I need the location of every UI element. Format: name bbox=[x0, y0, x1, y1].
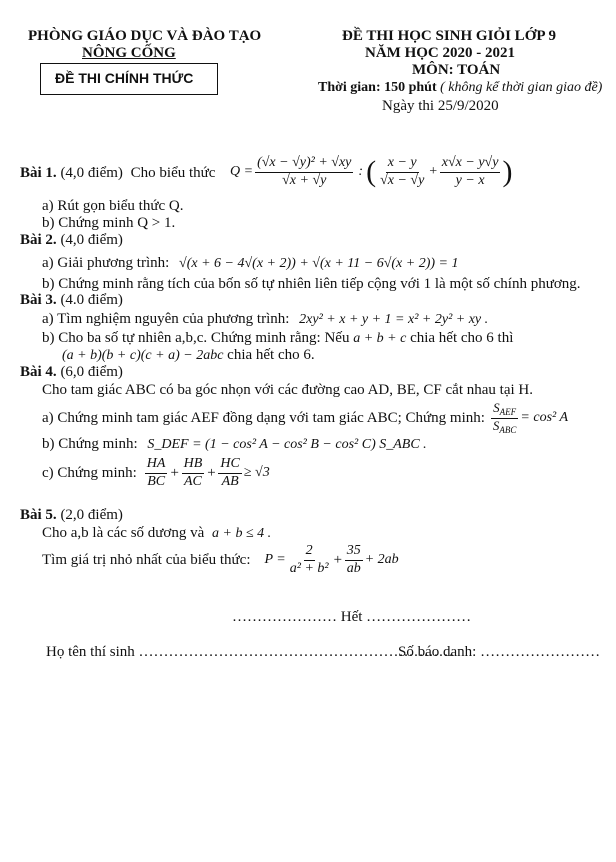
time-bold: Thời gian: 150 phút bbox=[318, 80, 437, 95]
official-exam-label: ĐỀ THI CHÍNH THỨC bbox=[55, 70, 194, 86]
bai4-a-rhs: = cos² A bbox=[520, 410, 569, 425]
bai2-a-text: a) Giải phương trình: bbox=[42, 255, 170, 271]
bai5-intro-text: Cho a,b là các số dương và bbox=[42, 525, 205, 541]
bai4-c-frac-3-num: HC bbox=[218, 456, 241, 473]
bai4-a-num-s: S bbox=[493, 400, 500, 416]
bai3-part-b-line1 bbox=[42, 330, 513, 347]
district-name: NÔNG CỐNG bbox=[82, 45, 176, 61]
bai1-part-b: b) Chứng minh Q > 1. bbox=[42, 215, 176, 231]
q-paren-close: ) bbox=[502, 155, 513, 188]
plus-sign: + bbox=[332, 551, 343, 568]
bai4-b-text: b) Chứng minh: bbox=[42, 436, 138, 452]
bai4-a-text: a) Chứng minh tam giác AEF đồng dạng với tam giác ABC; Chứng minh: bbox=[42, 409, 485, 426]
q-frac-3-num: x√x − y√y bbox=[440, 155, 501, 172]
bai4-title: Bài 4. bbox=[20, 364, 57, 380]
school-year: NĂM HỌC 2020 - 2021 bbox=[365, 45, 515, 61]
p-frac-1-num: 2 bbox=[304, 543, 315, 560]
bai3-b-eq2: (a + b)(b + c)(c + a) − 2abc bbox=[62, 348, 224, 363]
department-name: PHÒNG GIÁO DỤC VÀ ĐÀO TẠO bbox=[28, 28, 262, 44]
bai4-a-frac bbox=[491, 401, 519, 435]
bai1-part-a: a) Rút gọn biểu thức Q. bbox=[42, 198, 184, 214]
p-frac-2-num: 35 bbox=[345, 543, 363, 560]
exam-date: Ngày thi 25/9/2020 bbox=[382, 98, 499, 114]
bai2-part-a bbox=[42, 255, 458, 272]
p-frac-1-den: a² + b² bbox=[289, 560, 329, 576]
p-frac-2 bbox=[345, 543, 363, 576]
bai3-title: Bài 3. bbox=[20, 292, 57, 308]
bai3-b-text2: chia hết cho 6 thì bbox=[410, 330, 514, 346]
bai2-points: (4,0 điểm) bbox=[60, 232, 123, 248]
bai4-c-frac-1-num: HA bbox=[145, 456, 168, 473]
bai3-a-text: a) Tìm nghiệm nguyên của phương trình: bbox=[42, 311, 290, 327]
q-frac-1-num: (√x − √y)² + √xy bbox=[255, 155, 353, 172]
bai4-c-frac-3 bbox=[218, 456, 241, 489]
bai4-a-den-s: S bbox=[492, 417, 500, 433]
q-var: Q = bbox=[230, 164, 254, 179]
q-frac-1 bbox=[255, 155, 353, 188]
bai4-points: (6,0 điểm) bbox=[60, 364, 123, 380]
bai5-find-text: Tìm giá trị nhỏ nhất của biểu thức: bbox=[42, 551, 251, 568]
bai2-part-b: b) Chứng minh rằng tích của bốn số tự nhiên liên tiếp cộng với 1 là một số chính phương. bbox=[42, 276, 581, 292]
bai4-a-frac-den bbox=[491, 419, 519, 435]
subject bbox=[412, 62, 500, 79]
time-note: ( không kể thời gian giao đề) bbox=[440, 80, 603, 95]
bai1-points: (4,0 điểm) bbox=[60, 165, 123, 181]
bai4-c-frac-2-num: HB bbox=[182, 456, 205, 473]
q-frac-3 bbox=[440, 155, 501, 188]
p-frac-2-den: ab bbox=[346, 560, 361, 576]
bai1-heading bbox=[20, 165, 215, 182]
q-plus: + bbox=[428, 164, 438, 179]
bai4-heading bbox=[20, 364, 123, 381]
candidate-number-field: Số báo danh: …………………… bbox=[398, 644, 601, 660]
bai4-c-text: c) Chứng minh: bbox=[42, 464, 137, 481]
p-tail: + 2ab bbox=[364, 552, 399, 567]
bai3-b-text1: b) Cho ba số tự nhiên a,b,c. Chứng minh rằng: Nếu bbox=[42, 330, 350, 346]
bai3-b-text3: chia hết cho 6. bbox=[227, 347, 315, 363]
bai3-part-b-line2 bbox=[62, 347, 315, 364]
bai1-q-expression bbox=[230, 148, 512, 196]
bai5-title: Bài 5. bbox=[20, 507, 57, 523]
bai3-part-a bbox=[42, 311, 488, 328]
bai4-b-equation: S_DEF = (1 − cos² A − cos² B − cos² C) S_ABC . bbox=[147, 437, 427, 452]
bai4-c-frac-1-den: BC bbox=[147, 473, 166, 489]
bai4-part-a bbox=[42, 400, 568, 436]
bai4-a-den-sub: ABC bbox=[499, 424, 517, 435]
plus-sign: + bbox=[169, 464, 180, 481]
bai2-a-equation: √(x + 6 − 4√(x + 2)) + √(x + 11 − 6√(x + 2)) = 1 bbox=[179, 256, 459, 271]
bai4-c-frac-3-den: AB bbox=[221, 473, 239, 489]
bai5-find bbox=[42, 540, 399, 580]
bai1-intro: Cho biểu thức bbox=[130, 165, 216, 181]
bai5-heading bbox=[20, 507, 123, 524]
bai4-intro: Cho tam giác ABC có ba góc nhọn với các đường cao AD, BE, CF cắt nhau tại H. bbox=[42, 382, 533, 398]
bai4-c-frac-2-den: AC bbox=[183, 473, 202, 489]
bai3-a-equation: 2xy² + x + y + 1 = x² + 2y² + xy . bbox=[299, 312, 489, 327]
bai4-part-b bbox=[42, 436, 427, 453]
q-frac-1-den: √x + √y bbox=[282, 172, 327, 188]
p-var: P = bbox=[264, 552, 286, 567]
q-colon: : bbox=[358, 164, 364, 179]
bai2-heading bbox=[20, 232, 123, 249]
bai3-b-eq1: a + b + c bbox=[353, 331, 407, 346]
bai2-title: Bài 2. bbox=[20, 232, 57, 248]
end-mark: ………………… Hết ………………… bbox=[232, 609, 472, 625]
bai5-points: (2,0 điểm) bbox=[60, 507, 123, 523]
bai4-part-c bbox=[42, 454, 270, 492]
bai3-heading bbox=[20, 292, 123, 309]
bai5-intro-eq: a + b ≤ 4 . bbox=[212, 526, 272, 541]
q-frac-3-den: y − x bbox=[455, 172, 485, 188]
q-paren-open: ( bbox=[366, 155, 377, 188]
plus-sign: + bbox=[206, 464, 217, 481]
bai4-a-frac-num bbox=[491, 401, 518, 418]
student-name-field: Họ tên thí sinh ……………………………………………………… bbox=[46, 644, 454, 660]
q-frac-2-den: √x − √y bbox=[380, 172, 425, 188]
p-frac-1 bbox=[288, 543, 331, 576]
q-frac-2 bbox=[378, 155, 426, 188]
bai1-title: Bài 1. bbox=[20, 165, 57, 181]
bai4-a-num-sub: AEF bbox=[499, 407, 517, 418]
bai4-c-frac-2 bbox=[182, 456, 205, 489]
exam-title: ĐỀ THI HỌC SINH GIỎI LỚP 9 bbox=[342, 28, 556, 44]
bai4-c-rhs: ≥ √3 bbox=[243, 465, 270, 480]
time-line bbox=[318, 80, 602, 96]
bai4-c-frac-1 bbox=[145, 456, 168, 489]
q-frac-2-num: x − y bbox=[386, 155, 419, 172]
subject-text: MÔN: TOÁN bbox=[412, 62, 501, 78]
bai3-points: (4.0 điểm) bbox=[60, 292, 123, 308]
